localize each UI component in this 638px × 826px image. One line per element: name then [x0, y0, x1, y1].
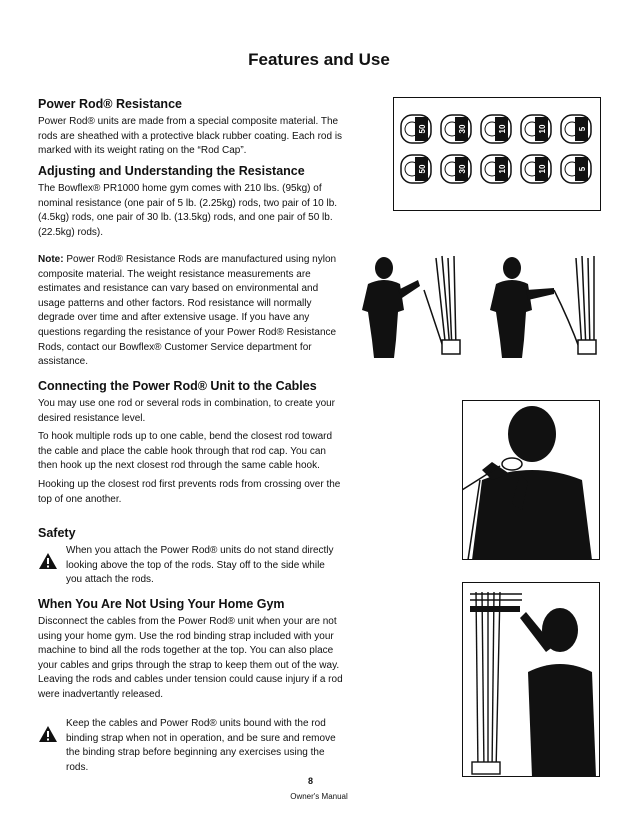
warning-text: Keep the cables and Power Rod® units bound with the rod binding strap when not in operation, and be sure and remove the binding strap before beginning any exercises using the rods.	[66, 718, 336, 773]
section-heading: Connecting the Power Rod® Unit to the Cables	[38, 379, 317, 393]
rod-binding-strap-figure	[462, 582, 600, 777]
note-block	[38, 253, 343, 370]
note-body: Power Rod® Resistance Rods are manufactured using nylon composite material. The weight resistance measurements are estimates and resistance can vary based on environmental and usage patterns and other factors. Rod resistance will normally degrade over time and after extensive usage. If you have any questions regarding the resistance of your Power Rod® Resistance Rods, contact our Bowflex® Customer Service department for assistance.	[38, 254, 337, 368]
rod-cap-label: 5	[578, 166, 588, 172]
section-not-using-warning	[38, 717, 343, 775]
rods-illustration-right	[554, 256, 596, 354]
warning-icon	[38, 725, 64, 748]
note-label: Note:	[38, 254, 64, 265]
warning-icon	[38, 552, 64, 575]
section-safety	[38, 526, 343, 588]
person-silhouette-left	[362, 257, 420, 358]
rod-cap-label: 10	[498, 124, 508, 134]
hooking-rods-figure	[354, 250, 612, 360]
section-adjusting	[38, 164, 343, 240]
section-resistance	[38, 97, 343, 159]
section-paragraph: Hooking up the closest rod first prevents rods from crossing over the top of one another.	[38, 478, 341, 505]
binding-strap-icon	[470, 606, 520, 612]
section-heading: Adjusting and Understanding the Resistance	[38, 164, 305, 178]
rod-cap-label: 50	[418, 164, 428, 174]
section-heading: When You Are Not Using Your Home Gym	[38, 597, 285, 611]
rods-illustration-left	[424, 256, 460, 354]
warning-block	[38, 544, 343, 588]
rod-cap-label: 30	[458, 124, 468, 134]
rod-cap-label: 50	[418, 124, 428, 134]
section-paragraph: To hook multiple rods up to one cable, bend the closest rod toward the cable and place the cable hook through that rod cap. You can then hook up the next closest rod through the same cable hook.	[38, 431, 333, 472]
section-body: The Bowflex® PR1000 home gym comes with 210 lbs. (95kg) of nominal resistance (one pair of 5 lb. (2.25kg) rods, two pair of 10 lb. (4.5kg) rods, one pair of 30 lb. (13.5kg) rods, and one pair of 50 lb. (22.5kg) rods).	[38, 183, 338, 238]
rod-cap-label: 30	[458, 164, 468, 174]
rod-cap-label: 10	[538, 164, 548, 174]
section-heading: Safety	[38, 526, 76, 540]
page-title: Features and Use	[248, 50, 390, 69]
rod-cap-label: 10	[498, 164, 508, 174]
footer-label: Owner's Manual	[290, 792, 348, 801]
person-silhouette-right	[490, 257, 554, 358]
section-body: Disconnect the cables from the Power Rod® unit when your are not using your home gym. Use the rod binding strap included with your machine to bind all the rods together at the top. You can also place your cables and grips through the strap to keep them out of the way. Leaving the rods and cables under tension could cause injury if a rod were inadvertantly released.	[38, 616, 343, 700]
section-not-using	[38, 597, 343, 703]
cable-hook-figure	[462, 400, 600, 560]
rod-caps-figure	[393, 97, 601, 211]
section-body: Power Rod® units are made from a special composite material. The rods are sheathed with a protective black rubber coating. Each rod is marked with its weight rating on the “Rod Cap”.	[38, 116, 343, 157]
section-paragraph: You may use one rod or several rods in combination, to create your desired resistance level.	[38, 398, 336, 424]
rod-cap-label: 10	[538, 124, 548, 134]
warning-text: When you attach the Power Rod® units do not stand directly looking above the top of the rods. Stay off to the side while you attach the rods.	[66, 545, 334, 586]
page-number: 8	[308, 776, 314, 786]
section-heading: Power Rod® Resistance	[38, 97, 182, 111]
warning-block	[38, 717, 343, 775]
section-connecting	[38, 379, 343, 507]
rod-cap-label: 5	[578, 126, 588, 132]
